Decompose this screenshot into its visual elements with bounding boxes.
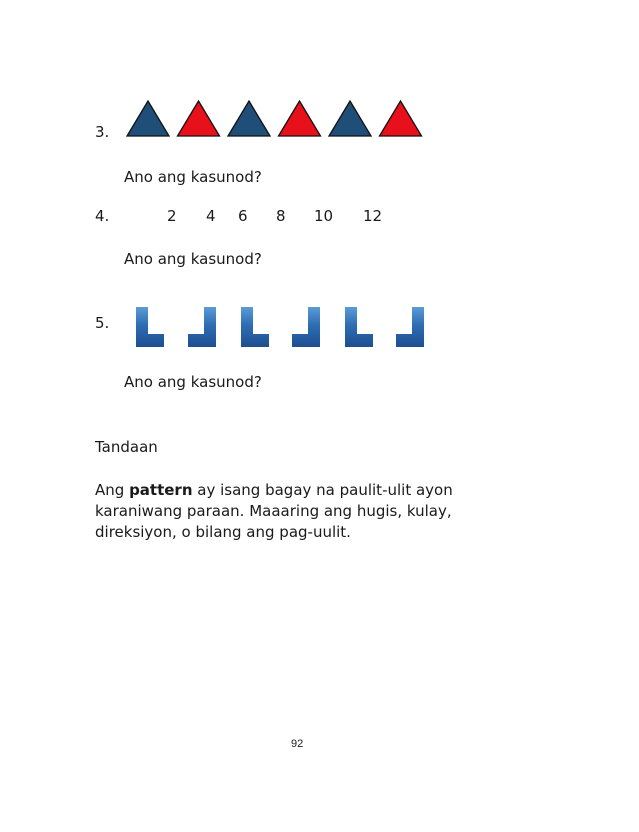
l-shape-left [345,307,373,347]
item-4-question: Ano ang kasunod? [124,250,262,268]
sequence-number: 2 [167,207,177,225]
page-number: 92 [291,738,304,750]
sequence-number: 6 [238,207,248,225]
l-shape-left [241,307,269,347]
remember-text-before: Ang [95,481,130,499]
sequence-number: 4 [206,207,216,225]
sequence-number: 10 [314,207,334,225]
l-shape-right [396,307,424,347]
item-4-number: 4. [95,207,110,225]
item-3-question: Ano ang kasunod? [124,168,262,186]
remember-text-after: ay isang bagay na paulit-ulit ayon karaniwang paraan. Maaaring ang hugis, kulay, direksiyon, o bilang ang pag-uulit. [95,481,453,541]
sequence-number: 12 [363,207,383,225]
remember-heading: Tandaan [95,438,158,456]
sequence-number: 8 [276,207,286,225]
l-shape-right [188,307,216,347]
l-shape-right [292,307,320,347]
item-5-question: Ano ang kasunod? [124,373,262,391]
item-3-number: 3. [95,123,110,141]
l-shape-left [136,307,164,347]
l-shape-pattern [0,0,639,360]
pattern-keyword: pattern [129,481,193,499]
remember-paragraph [95,480,535,543]
item-5-number: 5. [95,314,110,332]
